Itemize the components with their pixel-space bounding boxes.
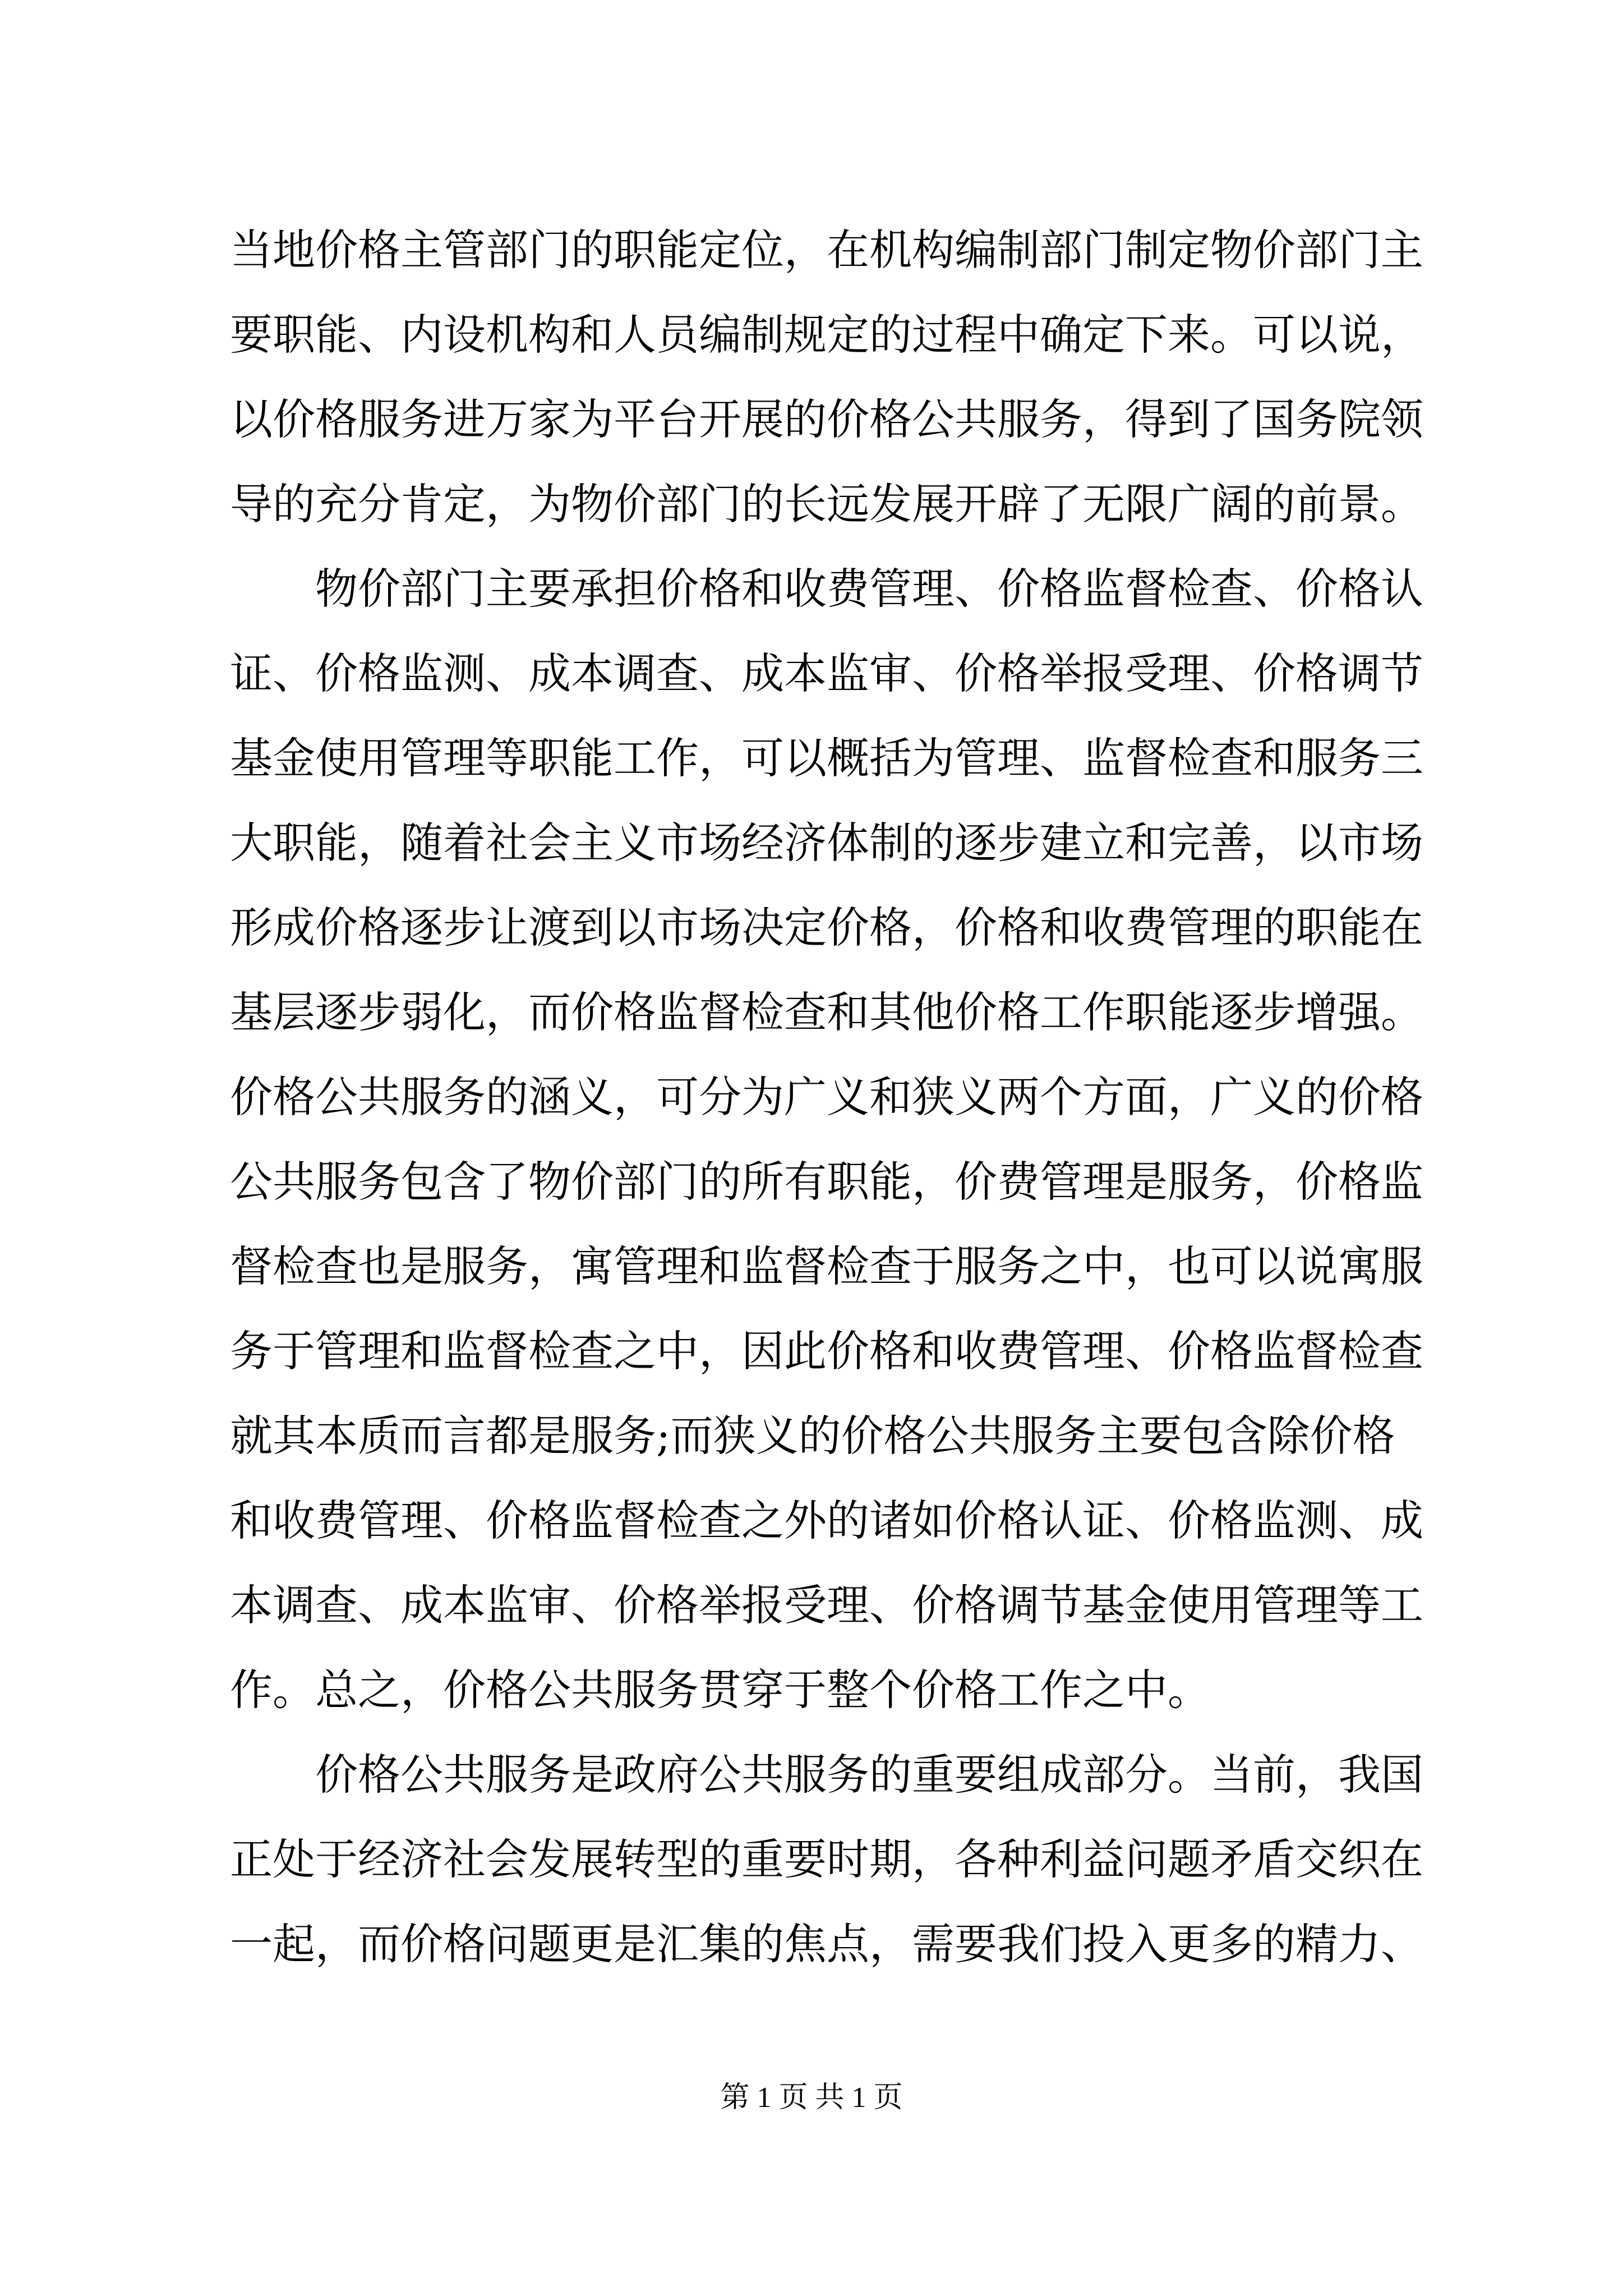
text-line: 基层逐步弱化，而价格监督检查和其他价格工作职能逐步增强。 [230, 987, 1423, 1037]
text-line: 和收费管理、价格监督检查之外的诸如价格认证、价格监测、成 [230, 1496, 1423, 1545]
text-line: 公共服务包含了物价部门的所有职能，价费管理是服务，价格监 [230, 1157, 1423, 1207]
text-line: 作。总之，价格公共服务贯穿于整个价格工作之中。 [230, 1665, 1210, 1715]
page-number-label: 第 1 页 共 1 页 [720, 2082, 903, 2114]
text-line: 一起，而价格问题更是汇集的焦点，需要我们投入更多的精力、 [230, 1919, 1423, 1969]
page-footer [0, 2076, 1623, 2120]
text-line: 导的充分肯定，为物价部门的长远发展开辟了无限广阔的前景。 [230, 479, 1423, 529]
text-line: 当地价格主管部门的职能定位，在机构编制部门制定物价部门主 [230, 225, 1423, 275]
text-line: 务于管理和监督检查之中，因此价格和收费管理、价格监督检查 [230, 1326, 1423, 1376]
text-line: 正处于经济社会发展转型的重要时期，各种利益问题矛盾交织在 [230, 1834, 1423, 1884]
text-line: 形成价格逐步让渡到以市场决定价格，价格和收费管理的职能在 [230, 903, 1423, 953]
text-line: 督检查也是服务，寓管理和监督检查于服务之中，也可以说寓服 [230, 1241, 1423, 1291]
text-line: 要职能、内设机构和人员编制规定的过程中确定下来。可以说， [230, 310, 1423, 360]
text-line: 就其本质而言都是服务;而狭义的价格公共服务主要包含除价格 [230, 1411, 1395, 1461]
text-line: 基金使用管理等职能工作，可以概括为管理、监督检查和服务三 [230, 733, 1423, 783]
text-line: 价格公共服务的涵义，可分为广义和狭义两个方面，广义的价格 [230, 1072, 1423, 1122]
paragraph-start-line: 价格公共服务是政府公共服务的重要组成部分。当前，我国 [315, 1750, 1423, 1800]
document-body [230, 208, 1423, 1986]
text-line: 证、价格监测、成本调查、成本监审、价格举报受理、价格调节 [230, 648, 1423, 698]
text-line: 本调查、成本监审、价格举报受理、价格调节基金使用管理等工 [230, 1580, 1423, 1630]
text-line: 大职能，随着社会主义市场经济体制的逐步建立和完善，以市场 [230, 818, 1423, 868]
paragraph-start-line: 物价部门主要承担价格和收费管理、价格监督检查、价格认 [315, 564, 1423, 614]
text-line: 以价格服务进万家为平台开展的价格公共服务，得到了国务院领 [230, 394, 1423, 444]
